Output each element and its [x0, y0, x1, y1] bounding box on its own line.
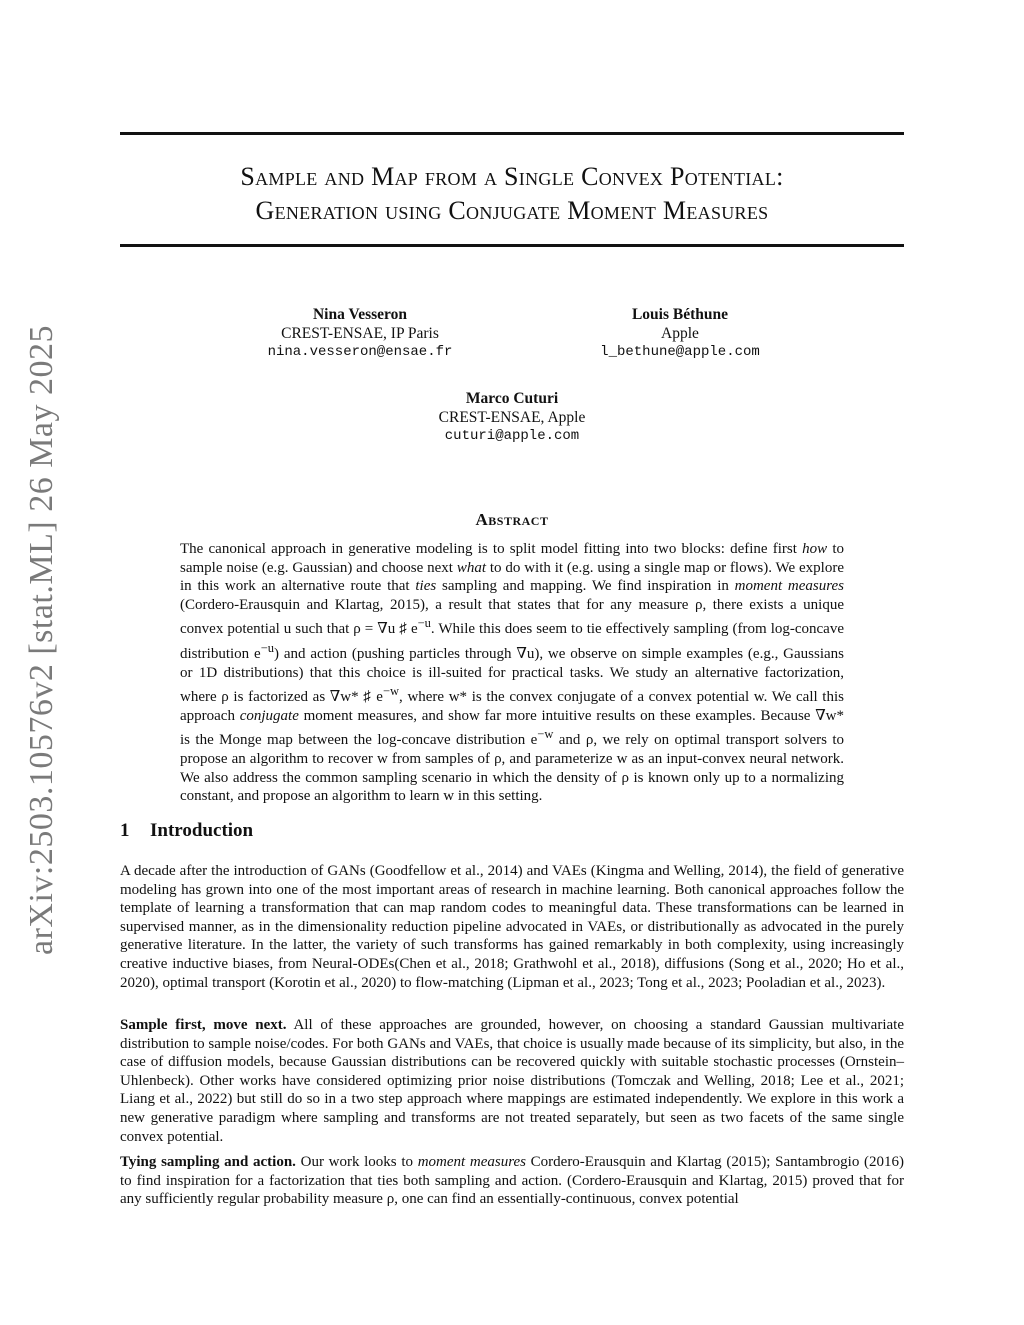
author-block: [352, 389, 672, 446]
section-heading-introduction: [120, 820, 253, 842]
author-email[interactable]: l_bethune@apple.com: [600, 344, 760, 360]
paragraph-tying-sampling: Tying sampling and action. Our work looks to moment measures Cordero-Erausquin and Klartag (2015); Santambrogio (2016) to find inspiration for a factorization that ties both sampling and action. (Cordero-Erausquin and Klartag, 2015) proved that for any sufficiently regular probability measure ρ, one can find an essentially-continuous, convex potential: [120, 1154, 904, 1208]
paragraph-sample-first: Sample first, move next. All of these approaches are grounded, however, on choosing a standard Gaussian multivariate distribution to sample noise/codes. For both GANs and VAEs, that choice is usually made because of its simplicity, but also, in the case of diffusion models, because Gaussian distributions can be recovered quickly with suitable stochastic processes (Ornstein–Uhlenbeck). Other works have considered optimizing prior noise distributions (Tomczak and Welling, 2018; Lee et al., 2021; Liang et al., 2022) but still do so in a two step approach where mappings are estimated independently. We explore in this work a new generative paradigm where sampling and transforms are not treated separately, but seen as two facets of the same single convex potential.: [120, 1017, 904, 1145]
section-title: Introduction: [150, 820, 254, 841]
author-email[interactable]: cuturi@apple.com: [444, 428, 580, 444]
arxiv-stamp-text: arXiv:2503.10576v2 [stat.ML] 26 May 2025: [23, 324, 60, 956]
paper-title: [120, 160, 904, 228]
title-bottom-rule: [120, 244, 904, 247]
author-name: Louis Béthune: [631, 306, 729, 323]
author-block: [200, 305, 520, 362]
title-line-1: Sample and Map from a Single Convex Potential:: [240, 162, 784, 191]
paragraph-intro: A decade after the introduction of GANs (Goodfellow et al., 2014) and VAEs (Kingma and Welling, 2014), the field of generative modeling has grown into one of the most important areas of research in machine learning. Both canonical approaches follow the template of learning a transformation that can map random codes to meaningful data. These transformations can be learned in supervised manner, as in the dimensionality reduction pipeline advocated in VAEs, or distributionally as advocated in the purely generative literature. In the latter, the variety of such transforms has gained remarkably in both complexity, using increasingly creative inductive biases, from Neural-ODEs(Chen et al., 2018; Grathwohl et al., 2018), diffusions (Song et al., 2020; Ho et al., 2020), optimal transport (Korotin et al., 2020) to flow-matching (Lipman et al., 2023; Tong et al., 2023; Pooladian et al., 2023).: [120, 863, 904, 991]
author-block: [520, 305, 840, 362]
author-email[interactable]: nina.vesseron@ensae.fr: [267, 344, 453, 360]
paragraph-heading: Tying sampling and action.: [120, 1154, 296, 1170]
author-affiliation: CREST-ENSAE, IP Paris: [281, 325, 439, 342]
title-top-rule: [120, 132, 904, 135]
title-line-2: Generation using Conjugate Moment Measures: [255, 196, 769, 225]
section-number: 1: [120, 820, 130, 841]
abstract-body: The canonical approach in generative modeling is to split model fitting into two blocks: define first how to sample noise (e.g. Gaussian) and choose next what to do with it (e.g. using a single map or flows). We explore in this work an alternative route that ties sampling and mapping. We find inspiration in moment measures (Cordero-Erausquin and Klartag, 2015), a result that states that for any measure ρ, there exists a unique convex potential u such that ρ = ∇u ♯ $e^{-u}$. While this does seem to tie effectively sampling (from log-concave distribution $e^{-u}$) and action (pushing particles through ∇u), we observe on simple examples (e.g., Gaussians or 1D distributions) that this choice is ill-suited for practical tasks. We study an alternative factorization, where ρ is factorized as ∇w* ♯ $e^{-w}$, where w* is the convex conjugate of a convex potential w. We call this approach conjugate moment measures, and show far more intuitive results on these examples. Because ∇w* is the Monge map between the log-concave distribution $e^{-w}$ and ρ, we rely on optimal transport solvers to propose an algorithm to recover w from samples of ρ, and parameterize w as an input-convex neural network. We also address the common sampling scenario in which the density of ρ is known only up to a normalizing constant, and propose an algorithm to learn w in this setting.: [180, 541, 845, 805]
paragraph-heading: Sample first, move next.: [120, 1017, 287, 1033]
author-name: Marco Cuturi: [465, 390, 559, 407]
author-name: Nina Vesseron: [312, 306, 408, 323]
abstract-heading: Abstract: [475, 510, 549, 529]
author-affiliation: Apple: [661, 325, 699, 342]
author-affiliation: CREST-ENSAE, Apple: [438, 409, 586, 426]
